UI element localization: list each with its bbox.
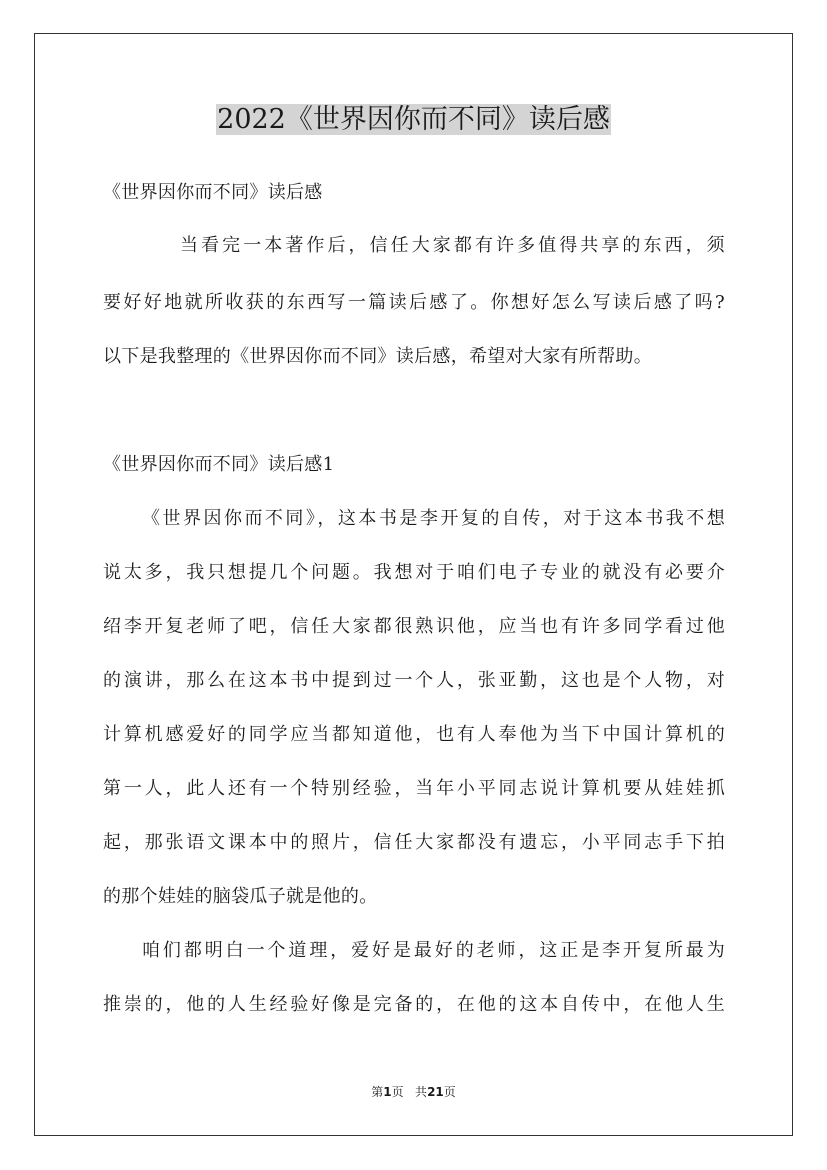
footer-page-prefix: 第 bbox=[371, 1085, 384, 1099]
paragraph1-line-3: 绍李开复老师了吧，信任大家都很熟识他，应当也有许多同学看过他 bbox=[103, 616, 725, 637]
page-footer bbox=[0, 1083, 827, 1100]
paragraph1-line-7: 起，那张语文课本中的照片，信任大家都没有遗忘，小平同志手下拍 bbox=[103, 832, 725, 853]
paragraph1-line-8: 的那个娃娃的脑袋瓜子就是他的。 bbox=[103, 886, 378, 907]
footer-total-prefix: 共 bbox=[415, 1085, 428, 1099]
paragraph1-line-1: 《世界因你而不同》，这本书是李开复的自传，对于这本书我不想 bbox=[142, 508, 725, 529]
intro-line-2: 要好好地就所收获的东西写一篇读后感了。你想好怎么写读后感了吗? bbox=[103, 292, 725, 313]
section-heading: 《世界因你而不同》读后感1 bbox=[103, 454, 335, 475]
paragraph2-line-1: 咱们都明白一个道理，爱好是最好的老师，这正是李开复所最为 bbox=[142, 940, 725, 961]
footer-total-label: 页 bbox=[443, 1085, 456, 1099]
footer-page-label: 页 bbox=[391, 1085, 404, 1099]
footer-page-number: 1 bbox=[383, 1085, 392, 1099]
intro-line-1: 当看完一本著作后，信任大家都有许多值得共享的东西，须 bbox=[180, 235, 725, 256]
footer-total-pages: 21 bbox=[427, 1085, 444, 1099]
paragraph1-line-5: 计算机感爱好的同学应当都知道他，也有人奉他为当下中国计算机的 bbox=[103, 724, 725, 745]
document-title: 2022《世界因你而不同》读后感 bbox=[217, 104, 610, 135]
paragraph2-line-2: 推崇的，他的人生经验好像是完备的，在他的这本自传中，在他人生 bbox=[103, 994, 725, 1015]
subtitle: 《世界因你而不同》读后感 bbox=[103, 182, 323, 203]
intro-line-3: 以下是我整理的《世界因你而不同》读后感，希望对大家有所帮助。 bbox=[103, 346, 652, 367]
paragraph1-line-6: 第一人，此人还有一个特别经验，当年小平同志说计算机要从娃娃抓 bbox=[103, 778, 725, 799]
paragraph1-line-4: 的演讲，那么在这本书中提到过一个人，张亚勤，这也是个人物，对 bbox=[103, 670, 725, 691]
paragraph1-line-2: 说太多，我只想提几个问题。我想对于咱们电子专业的就没有必要介 bbox=[103, 562, 725, 583]
